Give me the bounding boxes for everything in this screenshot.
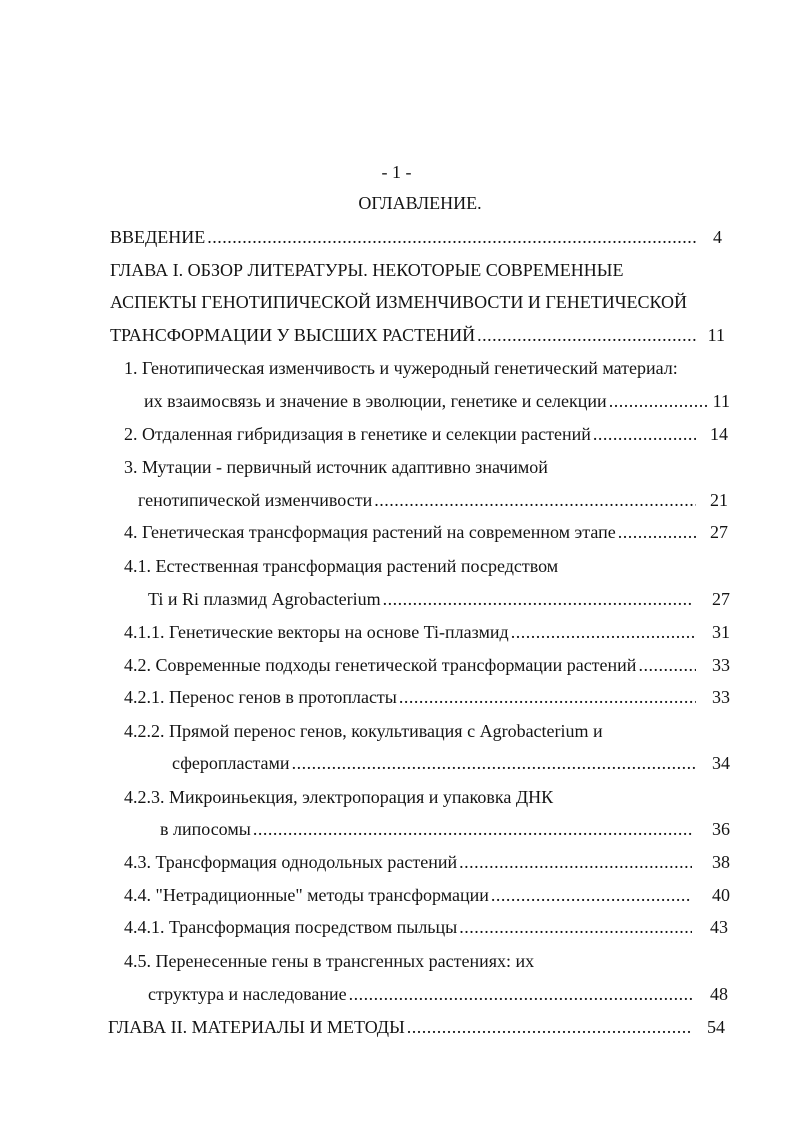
toc-page-number: 33 [712,687,730,707]
toc-entry-section-4-1-1[interactable] [124,621,698,643]
toc-entry-title: 4.1.1. Генетические векторы на основе Ti-плазмид [124,622,509,642]
page-number: - 1 - [381,162,412,182]
toc-page-number: 27 [710,522,728,542]
toc-entry-title: ТРАНСФОРМАЦИИ У ВЫСШИХ РАСТЕНИЙ [110,325,476,345]
toc-entry-section-4-5[interactable] [148,983,694,1005]
toc-entry-title: Ti и Ri плазмид Agrobacterium [148,589,381,609]
toc-entry-title: 2. Отдаленная гибридизация в генетике и селекции растений [124,424,591,444]
toc-page-number: 34 [712,753,730,773]
toc-heading: ОГЛАВЛЕНИЕ. [358,193,482,213]
toc-entry-section-4-2[interactable] [124,654,698,676]
toc-entry-title: 4.4. "Нетрадиционные" методы трансформации [124,885,489,905]
toc-page-number: 21 [710,490,728,510]
toc-entry-section-4-2-1[interactable] [124,686,698,708]
leader-dots [207,226,696,248]
toc-entry-intro[interactable] [110,226,698,248]
toc-entry-title: 4.5. Перенесенные гены в трансгенных растениях: их [124,951,535,971]
toc-entry-title: ВВЕДЕНИЕ [110,227,206,247]
toc-entry-section-4-2-2[interactable] [172,752,698,774]
toc-entry-title: их взаимосвязь и значение в эволюции, генетике и селекции [144,391,607,411]
leader-dots [459,851,692,873]
leader-dots [383,588,692,610]
toc-entry-title: 4.3. Трансформация однодольных растений [124,852,458,872]
toc-page-number: 14 [710,424,728,444]
toc-entry-title: ГЛАВА I. ОБЗОР ЛИТЕРАТУРЫ. НЕКОТОРЫЕ СОВРЕМЕННЫЕ [110,260,624,280]
toc-entry-title: сферопластами [172,753,290,773]
toc-page-number: 43 [710,917,728,937]
toc-page-number: 36 [712,819,730,839]
leader-dots [477,324,696,346]
toc-page-number: 31 [712,622,730,642]
toc-entry-section-4-4[interactable] [124,884,694,906]
toc-entry-title: 4.2.1. Перенос генов в протопласты [124,687,397,707]
toc-page-number: 27 [712,589,730,609]
toc-entry-section-1[interactable] [144,390,712,412]
leader-dots [618,521,696,543]
toc-entry-section-4[interactable] [124,521,698,543]
toc-entry-title: в липосомы [160,819,251,839]
toc-page-number: 54 [707,1017,725,1037]
leader-dots [511,621,696,643]
toc-entry-title: 4.2.3. Микроиньекция, электропорация и упаковка ДНК [124,787,554,807]
toc-entry-section-3[interactable] [138,489,698,511]
leader-dots [407,1016,692,1038]
toc-entry-title: 4.4.1. Трансформация посредством пыльцы [124,917,458,937]
toc-page-number: 11 [712,391,730,411]
toc-page-number: 11 [707,325,725,345]
leader-dots [638,654,696,676]
leader-dots [399,686,696,708]
toc-entry-section-2[interactable] [124,423,698,445]
toc-entry-section-4-2-3[interactable] [160,818,694,840]
toc-entry-title: генотипической изменчивости [138,490,373,510]
leader-dots [491,884,692,906]
toc-entry-section-4-4-1[interactable] [124,916,694,938]
toc-entry-title: структура и наследование [148,984,347,1004]
toc-entry-title: 1. Генотипическая изменчивость и чужеродный генетический материал: [124,358,678,378]
toc-page-number: 4 [713,227,722,247]
toc-entry-title: 4.2. Современные подходы генетической трансформации растений [124,655,637,675]
toc-entry-section-4-3[interactable] [124,851,694,873]
leader-dots [253,818,692,840]
leader-dots [292,752,696,774]
toc-entry-title: 3. Мутации - первичный источник адаптивно значимой [124,457,548,477]
toc-entry-section-4-1[interactable] [148,588,694,610]
toc-page-number: 48 [710,984,728,1004]
leader-dots [459,916,692,938]
toc-entry-title: 4.1. Естественная трансформация растений посредством [124,556,559,576]
toc-entry-chapter-2[interactable] [108,1016,694,1038]
toc-entry-chapter-1[interactable] [110,324,698,346]
toc-page-number: 40 [712,885,730,905]
toc-page-number: 38 [712,852,730,872]
toc-page-number: 33 [712,655,730,675]
leader-dots [593,423,696,445]
toc-entry-title: ГЛАВА II. МАТЕРИАЛЫ И МЕТОДЫ [108,1017,405,1037]
leader-dots [374,489,696,511]
toc-entry-title: 4.2.2. Прямой перенос генов, кокультивация с Agrobacterium и [124,721,603,741]
leader-dots [349,983,692,1005]
toc-entry-title: 4. Генетическая трансформация растений на современном этапе [124,522,616,542]
toc-entry-title: АСПЕКТЫ ГЕНОТИПИЧЕСКОЙ ИЗМЕНЧИВОСТИ И ГЕНЕТИЧЕСКОЙ [110,292,688,312]
